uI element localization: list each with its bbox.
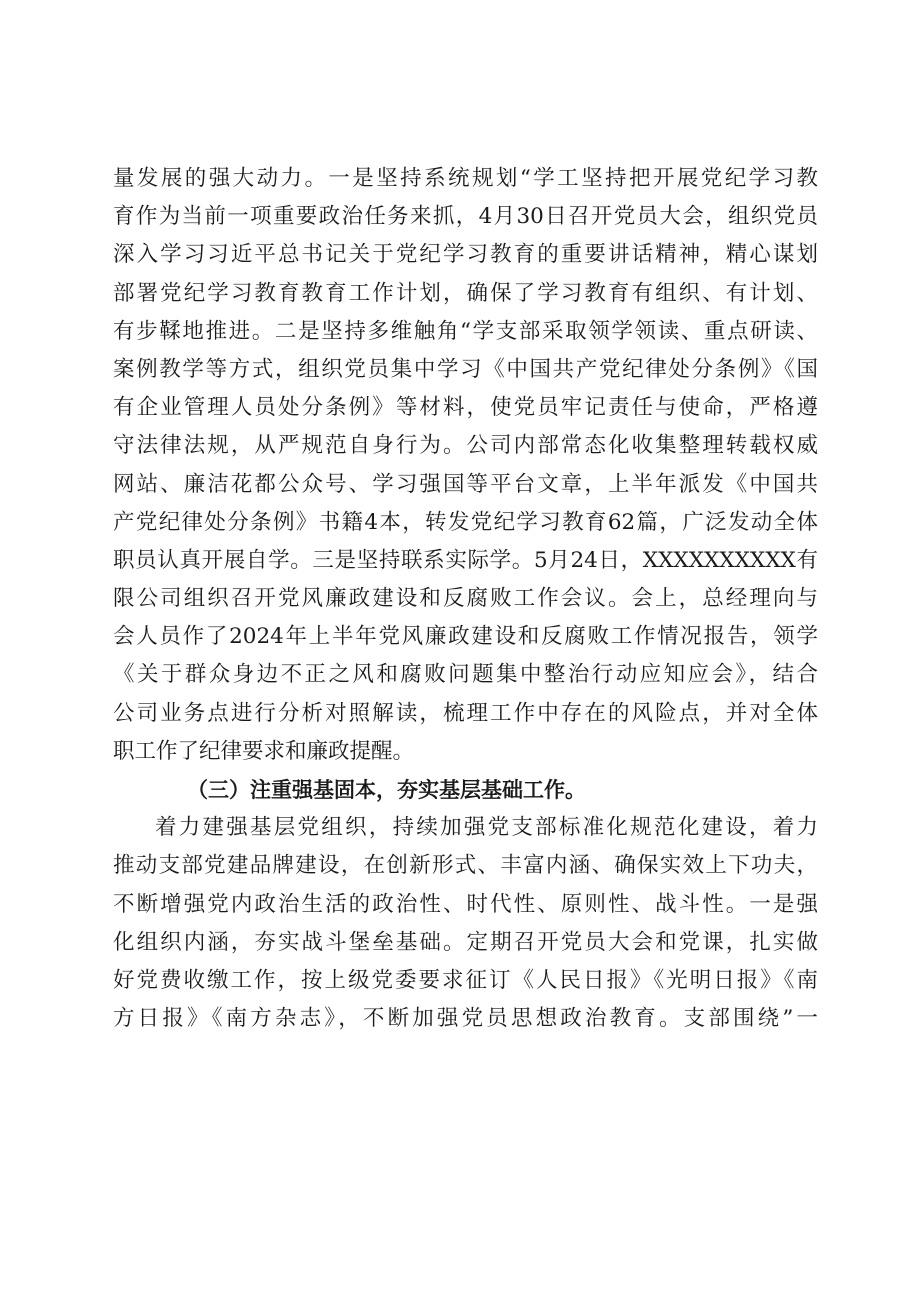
text-line: 职工作了纪律要求和廉政提醒。	[113, 738, 415, 764]
text-line: 守法律法规，从严规范自身行为。公司内部常态化收集整理转载权威	[113, 433, 818, 459]
paragraph-1	[113, 160, 818, 771]
text-line: 有步鞣地推进。二是坚持多维触角“学支部采取领学领读、重点研读、	[113, 318, 818, 344]
document-body	[113, 160, 818, 1038]
text-line: 深入学习习近平总书记关于党纪学习教育的重要讲话精神，精心谋划	[113, 242, 818, 268]
text-line: 部署党纪学习教育教育工作计划，确保了学习教育有组织、有计划、	[113, 280, 818, 306]
text-line: 公司业务点进行分析对照解读，梳理工作中存在的风险点，并对全体	[113, 700, 818, 726]
section-heading: （三）注重强基固本，夯实基层基础工作。	[187, 778, 586, 802]
text-line: 育作为当前一项重要政治任务来抓，4月30日召开党员大会，组织党员	[113, 204, 818, 230]
text-line: 网站、廉洁花都公众号、学习强国等平台文章，上半年派发《中国共	[113, 471, 818, 497]
text-line: 限公司组织召开党风廉政建设和反腐败工作会议。会上，总经理向与	[113, 586, 818, 612]
text-line: 产党纪律处分条例》书籍4本，转发党纪学习教育62篇，广泛发动全体	[113, 509, 818, 535]
text-line: 方日报》《南方杂志》，不断加强党员思想政治教育。支部围绕”一	[113, 1006, 818, 1032]
text-line: 好党费收缴工作，按上级党委要求征订《人民日报》《光明日报》《南	[113, 967, 818, 993]
text-line: 化组织内涵，夯实战斗堡垒基础。定期召开党员大会和党课，扎实做	[113, 929, 818, 955]
text-line: 案例教学等方式，组织党员集中学习《中国共产党纪律处分条例》《国	[113, 356, 818, 382]
text-line: 量发展的强大动力。一是坚持系统规划“学工坚持把开展党纪学习教	[113, 166, 818, 191]
text-line: 推动支部党建品牌建设，在创新形式、丰富内涵、确保实效上下功夫，	[113, 853, 818, 879]
text-line: 《关于群众身边不正之风和腐败问题集中整治行动应知应会》，结合	[113, 662, 818, 688]
text-line: 着力建强基层党组织，持续加强党支部标准化规范化建设，着力	[155, 815, 818, 841]
text-line: 有企业管理人员处分条例》等材料，使党员牢记责任与使命，严格遵	[113, 395, 818, 421]
text-line: 职员认真开展自学。三是坚持联系实际学。5月24日，XXXXXXXXXX有	[113, 547, 818, 573]
paragraph-2	[113, 809, 818, 1038]
text-line: 不断增强党内政治生活的政治性、时代性、原则性、战斗性。一是强	[113, 891, 818, 917]
text-line: 会人员作了2024年上半年党风廉政建设和反腐败工作情况报告，领学	[113, 624, 818, 650]
